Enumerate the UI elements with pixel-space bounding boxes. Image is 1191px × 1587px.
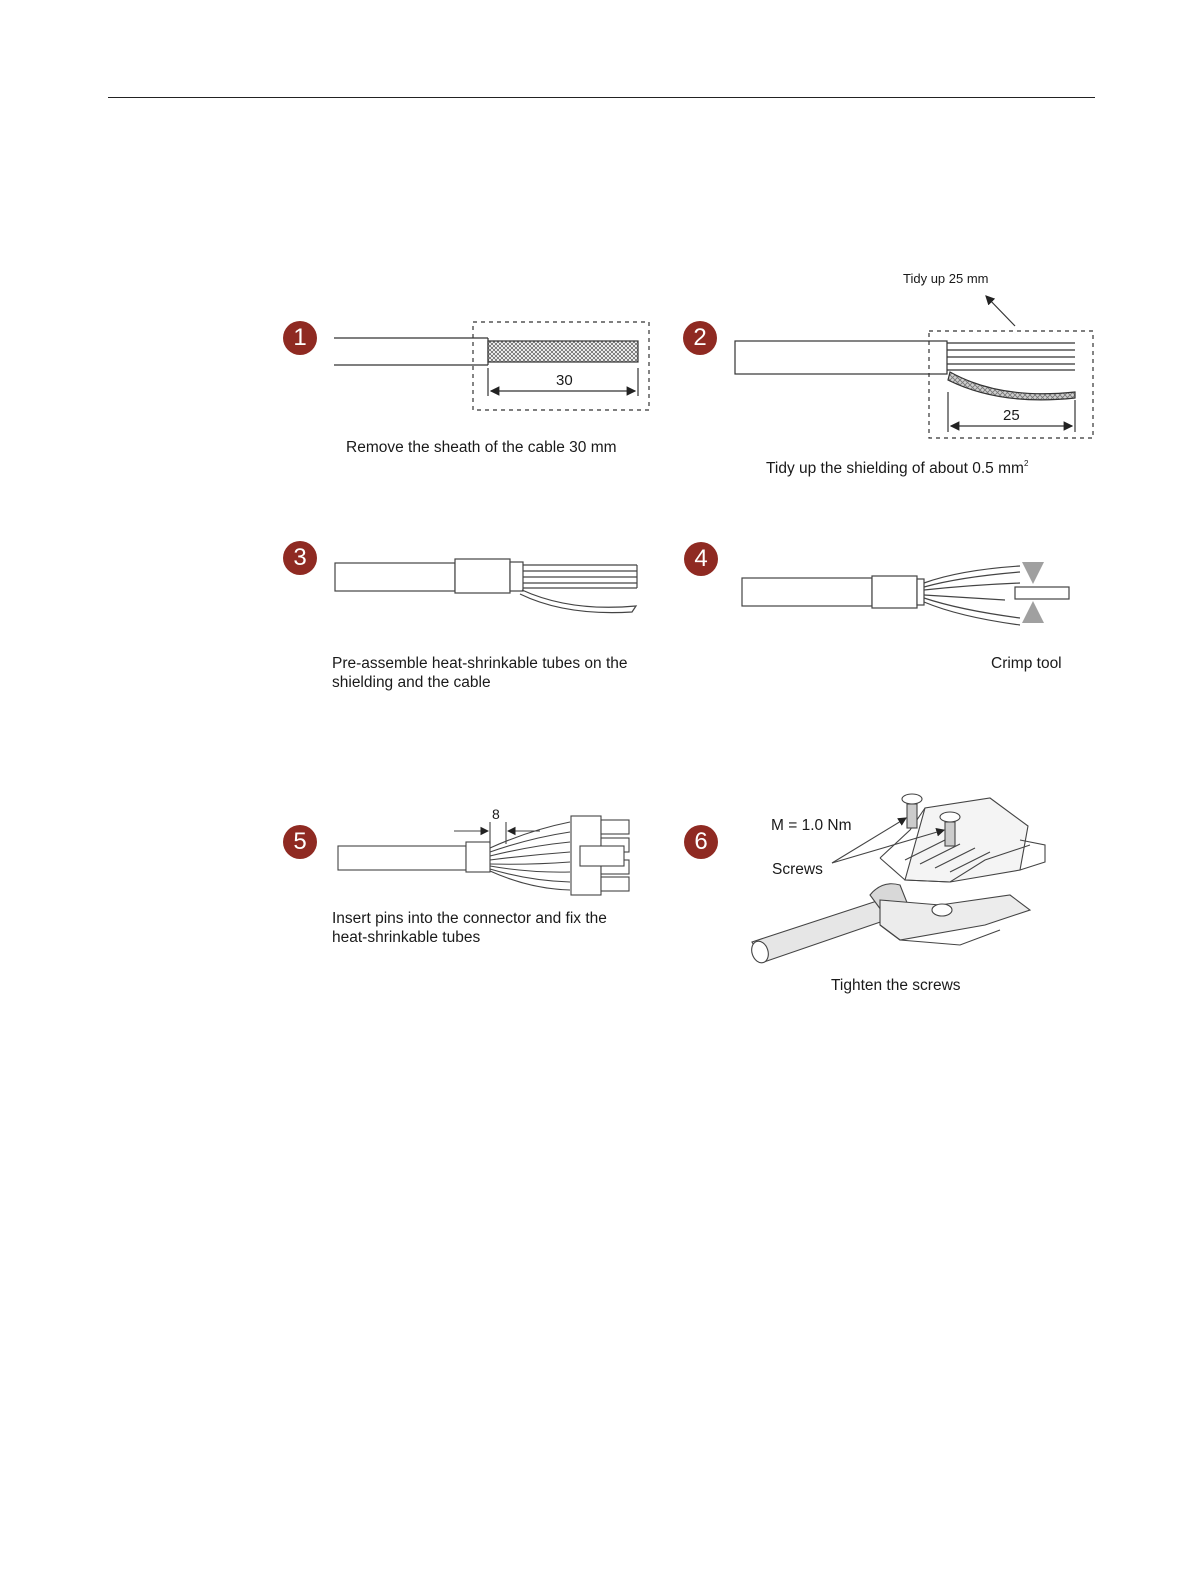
step5-dimension: 8 — [492, 806, 500, 822]
step2-area-number: 0.5 mm — [972, 460, 1024, 477]
step2-caption-text: Tidy up the shielding of about — [766, 460, 968, 477]
step-badge-4: 4 — [684, 542, 718, 576]
step2-figure — [735, 296, 1093, 438]
step2-callout: Tidy up 25 mm — [903, 271, 989, 286]
step6-screws-label: Screws — [772, 861, 823, 878]
step-badge-3: 3 — [283, 541, 317, 575]
step2-area-value — [972, 460, 1028, 477]
step1-dimension: 30 — [556, 372, 573, 389]
step-badge-6: 6 — [684, 825, 718, 859]
step5-caption-line2: heat-shrinkable tubes — [332, 929, 481, 946]
step-badge-2: 2 — [683, 321, 717, 355]
step3-caption-line1: Pre-assemble heat-shrinkable tubes on the — [332, 655, 628, 672]
step3-caption-line2: shielding and the cable — [332, 674, 491, 691]
step2-area-superscript: 2 — [1023, 459, 1029, 468]
step6-torque: M = 1.0 Nm — [771, 817, 852, 834]
step2-caption — [766, 454, 1028, 478]
step-badge-1: 1 — [283, 321, 317, 355]
step5-figure — [338, 816, 629, 895]
step6-caption: Tighten the screws — [831, 977, 961, 994]
step5-caption-line1: Insert pins into the connector and fix the — [332, 910, 607, 927]
step3-figure — [335, 559, 637, 613]
step2-dimension: 25 — [1003, 407, 1020, 424]
step4-caption: Crimp tool — [991, 655, 1062, 672]
step4-figure — [742, 562, 1069, 625]
step1-caption: Remove the sheath of the cable 30 mm — [346, 439, 617, 456]
step-badge-5: 5 — [283, 825, 317, 859]
step1-figure — [334, 322, 649, 410]
